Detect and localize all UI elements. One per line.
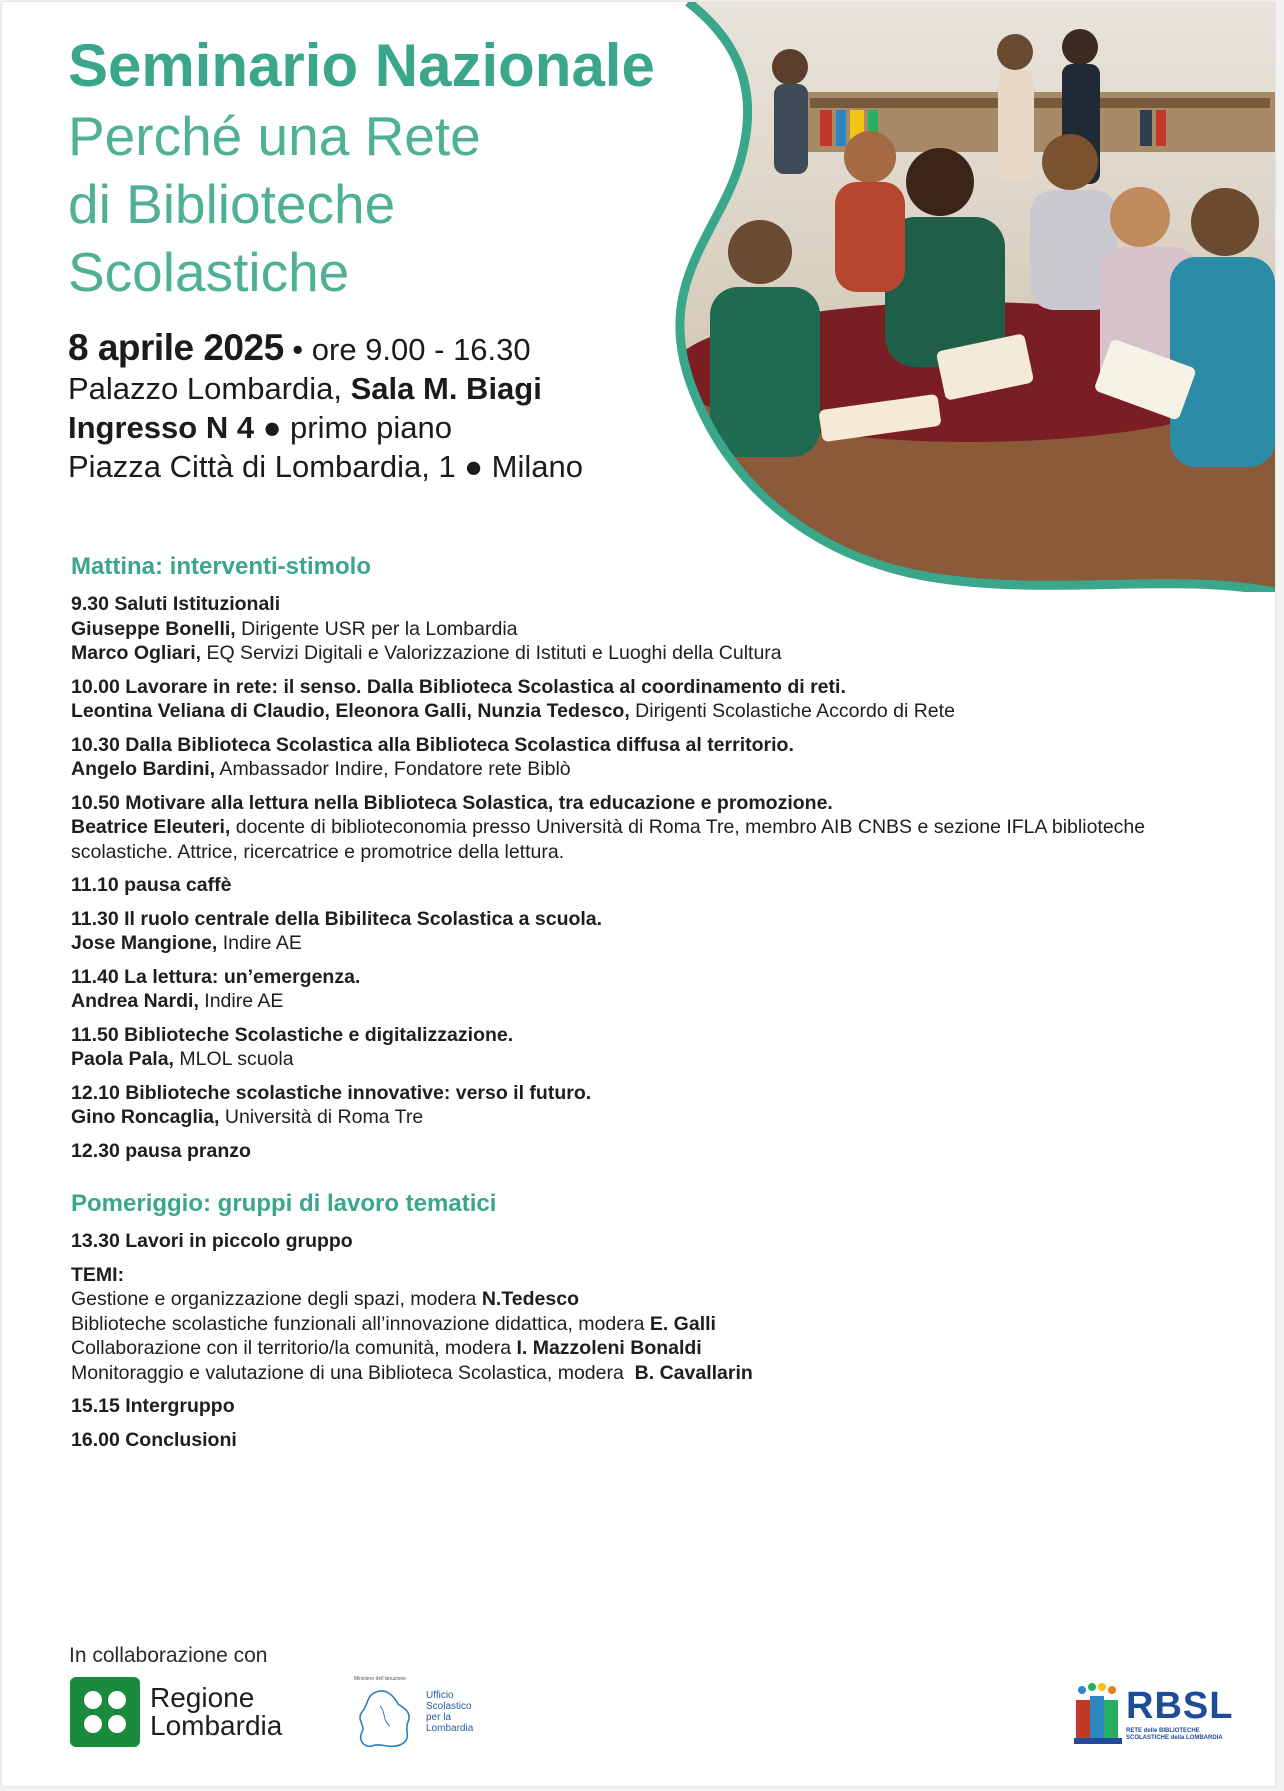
event-date: 8 aprile 2025 [68, 327, 284, 368]
agenda-item [71, 1394, 1231, 1419]
seminar-subtitle [68, 102, 481, 306]
venue-line [68, 369, 688, 408]
speaker-name: Andrea Nardi, [71, 990, 199, 1012]
subtitle-line: Scolastiche [68, 241, 350, 303]
agenda-item [71, 1428, 1231, 1453]
speaker-role: Indire AE [217, 932, 302, 954]
speaker [71, 641, 1231, 666]
tema-text: Biblioteche scolastiche funzionali all’innovazione didattica, modera [71, 1312, 650, 1335]
speaker [71, 1105, 1231, 1130]
speaker-role: Ambassador Indire, Fondatore rete Biblò [215, 758, 571, 780]
subtitle-line: Perché una Rete [68, 105, 481, 167]
agenda-item [71, 675, 1231, 724]
flyer-page [2, 2, 1275, 1786]
regione-lombardia-emblem-icon [70, 1677, 140, 1747]
agenda-item [71, 1023, 1231, 1072]
ministry-label: Ministero dell’istruzione [354, 1676, 406, 1682]
floor: ● primo piano [262, 410, 453, 445]
agenda-item [71, 791, 1231, 865]
seminar-title: Seminario Nazionale [68, 32, 655, 99]
agenda-item-title: 12.30 pausa pranzo [71, 1139, 251, 1162]
agenda-item-title: 11.40 La lettura: un’emergenza. [71, 965, 361, 988]
tema-moderator: E. Galli [649, 1312, 716, 1335]
morning-heading: Mattina: interventi-stimolo [71, 553, 372, 580]
rbsl-logo [1070, 1676, 1234, 1756]
regione-lombardia-wordmark [150, 1684, 282, 1740]
tema-line [71, 1312, 1231, 1337]
event-time: • ore 9.00 - 16.30 [292, 332, 531, 367]
speaker-name: Gino Roncaglia, [71, 1106, 220, 1128]
speaker-name: Angelo Bardini, [71, 758, 216, 780]
regione-lombardia-logo [70, 1676, 282, 1748]
tema-line [71, 1336, 1231, 1361]
agenda-item-title: 10.00 Lavorare in rete: il senso. Dalla Biblioteca Scolastica al coordinamento di reti. [71, 675, 846, 698]
agenda-item-title: 13.30 Lavori in piccolo gruppo [71, 1230, 353, 1252]
speaker [71, 757, 1231, 782]
agenda-item-title: 11.10 pausa caffè [71, 874, 232, 896]
agenda-item-title: 15.15 Intergruppo [71, 1395, 235, 1417]
agenda-item-title: 11.30 Il ruolo centrale della Bibiliteca Scolastica a scuola. [71, 907, 603, 930]
tema-moderator: B. Cavallarin [634, 1361, 753, 1384]
tema-moderator: I. Mazzoleni Bonaldi [516, 1337, 702, 1359]
entrance-line [68, 408, 688, 447]
lombardia-line: Lombardia [150, 1710, 283, 1741]
tema-text: Monitoraggio e valutazione di una Biblioteca Scolastica, modera [71, 1361, 635, 1384]
agenda-item-title: 9.30 Saluti Istituzionali [71, 593, 281, 615]
speaker [71, 989, 1231, 1014]
tema-line [71, 1361, 1231, 1386]
speaker [71, 617, 1231, 642]
agenda-item [71, 965, 1231, 1014]
rbsl-emblem-icon [1070, 1682, 1126, 1748]
speaker-name: Beatrice Eleuteri, [71, 816, 231, 838]
agenda-item-title: 16.00 Conclusioni [71, 1428, 237, 1451]
speaker-name: Paola Pala, [71, 1048, 174, 1070]
agenda-item [71, 873, 1231, 898]
agenda-item-title: 11.50 Biblioteche Scolastiche e digitalizzazione. [71, 1023, 514, 1046]
speaker-role: EQ Servizi Digitali e Valorizzazione di Istituti e Luoghi della Cultura [201, 642, 782, 664]
venue-prefix: Palazzo Lombardia, [68, 371, 342, 406]
address-line: Piazza Città di Lombardia, 1 ● Milano [68, 449, 583, 484]
date-time-line [68, 328, 688, 369]
agenda-item-title: 10.30 Dalla Biblioteca Scolastica alla Biblioteca Scolastica diffusa al territorio. [71, 733, 794, 756]
speaker-name: Giuseppe Bonelli, [71, 617, 236, 640]
speaker [71, 699, 1231, 724]
rbsl-subtitle: RETE delle BIBLIOTECHE SCOLASTICHE della LOMBARDIA [1126, 1728, 1223, 1741]
tema-text: Gestione e organizzazione degli spazi, modera [71, 1288, 482, 1310]
rbsl-wordmark: RBSL [1126, 1685, 1234, 1727]
agenda-item [71, 592, 1231, 666]
tema-text: Collaborazione con il territorio/la comunità, modera [71, 1337, 517, 1359]
usr-line: Lombardia [426, 1723, 474, 1734]
usr-line: Ufficio [426, 1690, 454, 1701]
speaker-role: Dirigenti Scolastiche Accordo di Rete [629, 700, 955, 722]
usr-lombardia-logo [346, 1676, 496, 1756]
venue-room: Sala M. Biagi [350, 371, 542, 406]
agenda-item [71, 1081, 1231, 1130]
agenda-item [71, 1229, 1231, 1254]
speaker-role: MLOL scuola [173, 1048, 294, 1070]
students-photo [670, 2, 1275, 592]
afternoon-heading: Pomeriggio: gruppi di lavoro tematici [71, 1190, 497, 1217]
usr-line: Scolastico [426, 1701, 472, 1712]
agenda-item-title: 10.50 Motivare alla lettura nella Biblioteca Solastica, tra educazione e promozione. [71, 791, 833, 814]
agenda-item [71, 733, 1231, 782]
speaker-role: Università di Roma Tre [219, 1106, 424, 1128]
regione-line: Regione [150, 1682, 255, 1713]
usr-line: per la [426, 1712, 452, 1723]
speaker-name: Jose Mangione, [71, 932, 218, 954]
tema-line [71, 1287, 1231, 1312]
temi-block [71, 1263, 1231, 1386]
program [71, 552, 1231, 1461]
tema-moderator: N.Tedesco [481, 1288, 579, 1310]
speaker-name: Leontina Veliana di Claudio, Eleonora Galli, Nunzia Tedesco, [71, 700, 630, 722]
entrance: Ingresso N 4 [68, 410, 255, 445]
agenda-item-title: 12.10 Biblioteche scolastiche innovative: verso il futuro. [71, 1081, 592, 1104]
speaker [71, 815, 1231, 864]
collaboration-label: In collaborazione con [69, 1644, 268, 1667]
event-info [68, 328, 688, 486]
speaker-name: Marco Ogliari, [71, 642, 202, 664]
speaker-role: docente di biblioteconomia presso Università di Roma Tre, membro AIB CNBS e sezione IFLA biblioteche scolastiche. Attrice, ricercatrice e promotrice della lettura. [71, 816, 1146, 863]
subtitle-line: di Biblioteche [68, 173, 396, 235]
speaker [71, 931, 1231, 956]
speaker-role: Dirigente USR per la Lombardia [235, 617, 518, 640]
usr-wordmark [426, 1690, 506, 1734]
temi-label: TEMI: [71, 1263, 125, 1286]
lombardia-map-icon [346, 1686, 426, 1756]
speaker-role: Indire AE [198, 990, 284, 1012]
agenda-item [71, 1139, 1231, 1164]
speaker [71, 1047, 1231, 1072]
agenda-item [71, 907, 1231, 956]
